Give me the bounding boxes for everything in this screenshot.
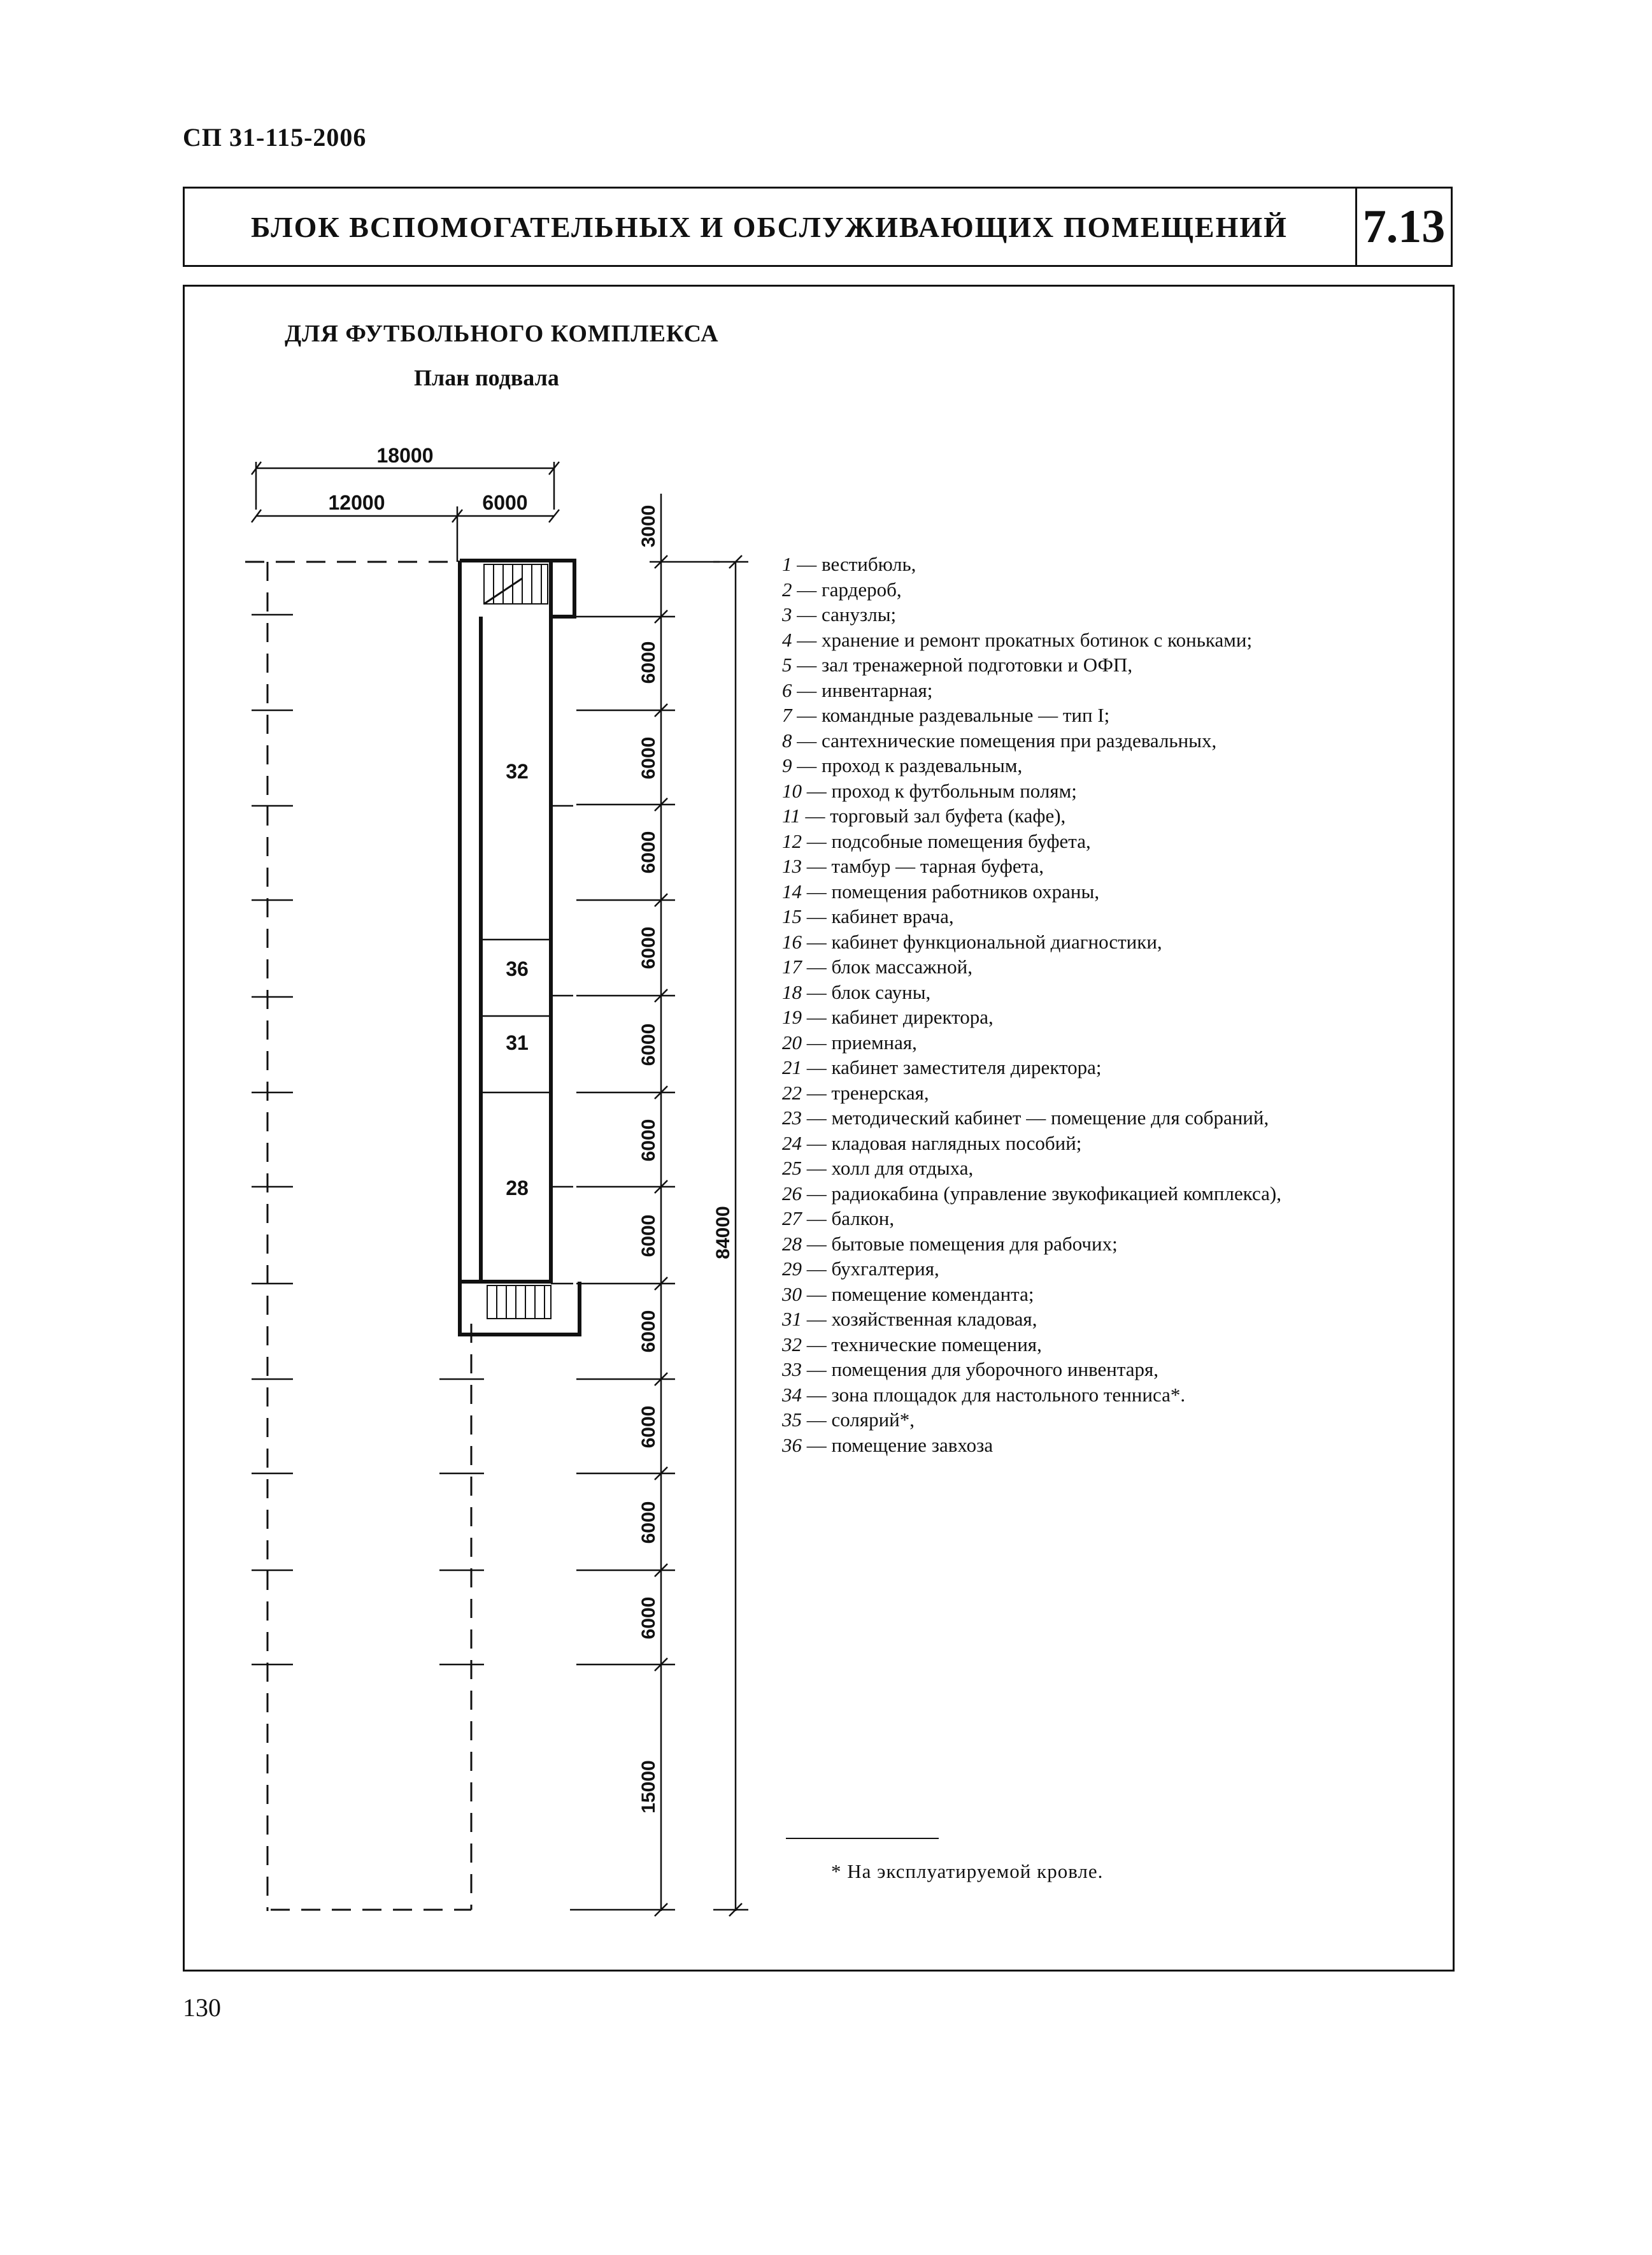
room-label-36: 36 [506,957,529,980]
dim-vertical-7: 6000 [638,1119,659,1162]
room-label-31: 31 [506,1031,529,1054]
legend-item-text: — помещения для уборочного инвентаря, [806,1358,1159,1380]
legend-item [782,904,1444,929]
legend-item-text: — помещение завхоза [806,1433,993,1456]
legend-item [782,577,1444,603]
legend-item [782,803,1444,829]
legend-item-number: 21 [782,1056,802,1078]
legend-item-text: — блок сауны, [806,980,931,1003]
legend-item-text: — солярий*, [806,1408,915,1431]
legend-item-number: 33 [782,1358,802,1380]
legend-item [782,1332,1444,1357]
legend-item-number: 16 [782,930,802,953]
basement-walls [460,561,580,1335]
dim-vertical-8: 6000 [638,1214,659,1257]
legend-item [782,1105,1444,1131]
section-header-title: БЛОК ВСПОМОГАТЕЛЬНЫХ И ОБСЛУЖИВАЮЩИХ ПОМЕЩЕНИЙ [251,210,1288,243]
legend-item-text: — приемная, [806,1031,917,1054]
legend-item-number: 23 [782,1106,802,1129]
legend-item-text: — подсобные помещения буфета, [806,829,1091,852]
legend-item [782,627,1444,653]
legend-item-text: — помещения работников охраны, [806,880,1100,903]
dim-vertical-6: 6000 [638,1023,659,1066]
legend-item [782,854,1444,879]
legend-item [782,929,1444,955]
legend-item-number: 25 [782,1157,802,1179]
legend-item-number: 35 [782,1408,802,1431]
legend-item-number: 24 [782,1131,802,1154]
legend-item [782,879,1444,905]
stair-bottom [487,1285,551,1319]
legend-item-text: — инвентарная; [797,678,933,701]
legend-item-text: — технические помещения, [806,1333,1042,1356]
dim-total-length: 84000 [713,1206,734,1259]
legend-item [782,954,1444,980]
legend-item-number: 36 [782,1433,802,1456]
legend-item-text: — бухгалтерия, [806,1257,939,1280]
footnote-rule [786,1838,939,1839]
legend-item-text: — кабинет врача, [806,905,954,927]
legend-item-number: 30 [782,1282,802,1305]
legend-item-number: 31 [782,1308,802,1330]
legend-item [782,980,1444,1005]
dim-vertical-12: 6000 [638,1596,659,1640]
legend-item-number: 20 [782,1031,802,1054]
legend-item [782,753,1444,778]
legend-item-text: — бытовые помещения для рабочих; [806,1232,1118,1255]
legend-item-text: — кабинет функциональной диагностики, [806,930,1162,953]
page-number: 130 [183,1993,221,2022]
legend-item-text: — холл для отдыха, [806,1157,974,1179]
dim-vertical-10: 6000 [638,1405,659,1449]
legend-item-text: — тренерская, [806,1081,929,1104]
dim-total-width: 18000 [376,444,434,467]
legend-item-number: 8 [782,729,792,752]
dim-right-width: 6000 [482,491,528,514]
legend-item-text: — хранение и ремонт прокатных ботинок с коньками; [797,628,1253,651]
room-legend [782,552,1444,1457]
legend-item-text: — вестибюль, [797,553,916,575]
legend-item-text: — зал тренажерной подготовки и ОФП, [797,654,1133,676]
legend-item-number: 4 [782,628,792,651]
legend-item-number: 28 [782,1232,802,1255]
legend-item [782,1433,1444,1458]
legend-item [782,1206,1444,1231]
legend-item [782,1407,1444,1433]
legend-item-number: 34 [782,1383,802,1406]
legend-item-number: 18 [782,980,802,1003]
section-title: ДЛЯ ФУТБОЛЬНОГО КОМПЛЕКСА [285,320,719,347]
legend-item-number: 22 [782,1081,802,1104]
legend-item-number: 7 [782,704,792,726]
legend-item [782,1256,1444,1282]
legend-item-text: — блок массажной, [806,956,972,978]
legend-item-text: — хозяйственная кладовая, [806,1308,1037,1330]
legend-item-number: 14 [782,880,802,903]
legend-item-number: 19 [782,1006,802,1028]
legend-item [782,1055,1444,1080]
legend-item-text: — гардероб, [797,578,902,601]
legend-item [782,703,1444,728]
legend-item-text: — санузлы; [797,603,897,626]
legend-item-number: 26 [782,1182,802,1205]
legend-item [782,1181,1444,1206]
legend-item [782,602,1444,627]
legend-item-text: — проход к футбольным полям; [806,779,1077,802]
legend-item [782,1156,1444,1181]
legend-item-text: — кладовая наглядных пособий; [806,1131,1082,1154]
legend-item [782,1030,1444,1056]
dim-vertical-5: 6000 [638,926,659,970]
legend-item-number: 29 [782,1257,802,1280]
legend-item-text: — балкон, [806,1207,895,1229]
legend-item-text: — кабинет заместителя директора; [806,1056,1102,1078]
legend-item-number: 10 [782,779,802,802]
legend-item [782,778,1444,804]
legend-item-text: — сантехнические помещения при раздевальных, [797,729,1217,752]
legend-item-number: 12 [782,829,802,852]
stair-top [484,564,548,604]
dim-vertical-3: 6000 [638,736,659,780]
legend-item-number: 9 [782,754,792,777]
legend-item [782,1357,1444,1382]
legend-item [782,678,1444,703]
legend-item-text: — методический кабинет — помещение для собраний, [806,1106,1269,1129]
legend-item-number: 15 [782,905,802,927]
legend-item [782,552,1444,577]
legend-item-number: 17 [782,956,802,978]
legend-item-text: — кабинет директора, [806,1006,993,1028]
dim-vertical-2: 6000 [638,641,659,684]
room-label-28: 28 [506,1177,529,1199]
section-number: 7.13 [1362,200,1446,253]
legend-item-text: — проход к раздевальным, [797,754,1023,777]
dim-left-width: 12000 [328,491,385,514]
legend-item [782,1306,1444,1332]
building-dashed-outline [245,562,471,1911]
legend-item-number: 11 [782,805,801,827]
legend-item-text: — командные раздевальные — тип I; [797,704,1110,726]
legend-item-number: 32 [782,1333,802,1356]
legend-item-number: 27 [782,1207,802,1229]
legend-item [782,1131,1444,1156]
legend-item [782,652,1444,678]
legend-item [782,728,1444,754]
plan-title: План подвала [414,365,559,390]
legend-item [782,1080,1444,1106]
room-label-32: 32 [506,760,529,783]
legend-item-number: 1 [782,553,792,575]
legend-item-text: — радиокабина (управление звукофикацией комплекса), [806,1182,1281,1205]
document-code: СП 31-115-2006 [183,123,367,152]
legend-item [782,1005,1444,1030]
legend-item-text: — торговый зал буфета (кафе), [805,805,1066,827]
legend-item [782,829,1444,854]
legend-item-text: — помещение коменданта; [806,1282,1034,1305]
right-dimensions [570,494,748,1916]
legend-item-text: — зона площадок для настольного тенниса*. [806,1383,1186,1406]
legend-item-text: — тамбур — тарная буфета, [806,855,1044,877]
dim-vertical-11: 6000 [638,1501,659,1544]
dim-vertical-4: 6000 [638,831,659,874]
legend-item-number: 2 [782,578,792,601]
legend-item [782,1382,1444,1408]
legend-item [782,1282,1444,1307]
legend-item-number: 13 [782,855,802,877]
dim-vertical-1: 3000 [638,505,659,548]
legend-item-number: 3 [782,603,792,626]
legend-item-number: 6 [782,678,792,701]
dim-vertical-13: 15000 [638,1760,659,1814]
footnote: * На эксплуатируемой кровле. [831,1860,1104,1882]
dim-vertical-9: 6000 [638,1310,659,1353]
legend-item [782,1231,1444,1257]
legend-item-number: 5 [782,654,792,676]
